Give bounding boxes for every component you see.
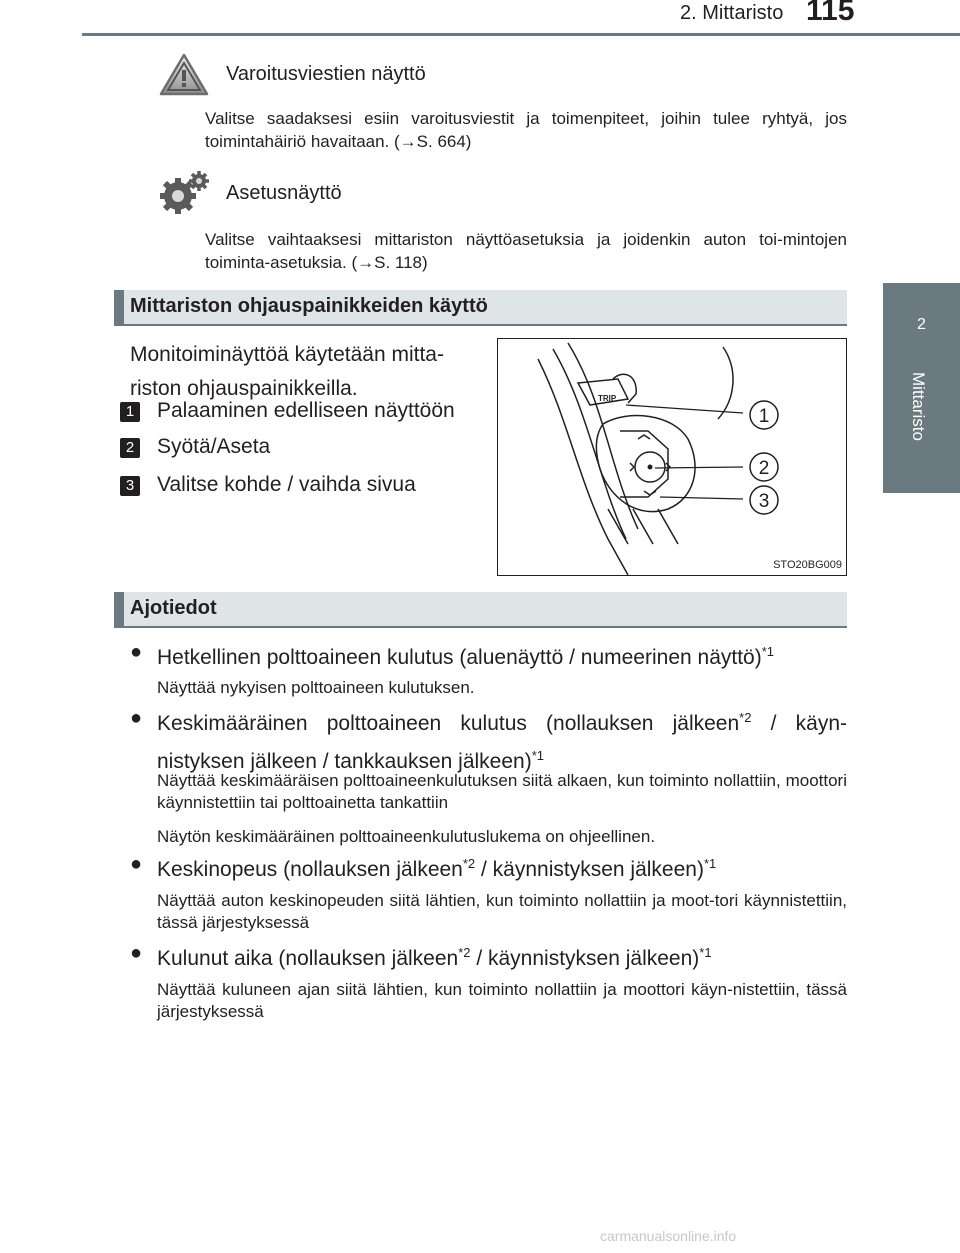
side-tab-label: Mittaristo	[909, 372, 928, 441]
gears-icon	[158, 170, 210, 216]
page-number: 115	[806, 0, 855, 27]
section-header-drive-info	[114, 592, 847, 628]
settings-display-text: Valitse vaihtaaksesi mittariston näyttöasetuksia ja joidenkin auton toi-mintojen toiminta-asetuksia. (→S. 118)	[205, 230, 847, 272]
trip-label: TRIP	[598, 394, 617, 403]
settings-display-heading: Asetusnäyttö	[226, 182, 342, 204]
header-rule	[82, 33, 960, 36]
drive-info-item-text: Näyttää nykyisen polttoaineen kulutuksen.	[157, 678, 475, 697]
number-badge: 1	[120, 402, 140, 422]
drive-info-item-text: Näyttää kuluneen ajan siitä lähtien, kun toiminto nollattiin ja moottori käyn-nistettiin, tässä järjestyksessä	[157, 980, 847, 1021]
bullet-icon: ●	[130, 641, 143, 663]
section-title: Ajotiedot	[130, 597, 217, 619]
drive-info-item-title: Kulunut aika (nollauksen jälkeen$^{*2}$ / käynnistyksen jälkeen)$^{*1}$	[157, 945, 712, 970]
chapter-title: 2. Mittaristo	[680, 2, 784, 24]
drive-info-item-title: Keskinopeus (nollauksen jälkeen$^{*2}$ / käynnistyksen jälkeen)$^{*1}$	[157, 856, 717, 881]
steering-switch-figure	[497, 338, 847, 576]
control-item-label: Valitse kohde / vaihda sivua	[157, 473, 416, 496]
warning-triangle-icon	[158, 52, 210, 98]
drive-info-item-text: Näyttää keskimääräisen polttoaineenkulutuksen siitä alkaen, kun toiminto nollattiin, moottori käynnistettiin tai polttoainetta tankattiin	[157, 771, 847, 812]
section-title: Mittariston ohjauspainikkeiden käyttö	[130, 295, 488, 317]
watermark: carmanualsonline.info	[600, 1228, 737, 1244]
steering-switch-illustration	[498, 339, 846, 575]
callout-label: 3	[758, 491, 770, 512]
number-badge: 3	[120, 476, 140, 496]
callout-label: 2	[758, 458, 770, 479]
bullet-icon: ●	[130, 853, 143, 875]
drive-info-item-note: Näytön keskimääräinen polttoaineenkulutuslukema on ohjeellinen.	[157, 827, 656, 846]
drive-info-item-text: Näyttää auton keskinopeuden siitä lähtien, kun toiminto nollattiin ja moot-tori käynnistettiin, tässä järjestyksessä	[157, 891, 847, 932]
drive-info-item-title: Hetkellinen polttoaineen kulutus (aluenäyttö / numeerinen näyttö)$^{*1}$	[157, 644, 775, 669]
figure-code: STO20BG009	[773, 559, 842, 571]
bullet-icon: ●	[130, 942, 143, 964]
callout-label: 1	[758, 406, 770, 427]
controls-intro: Monitoiminäyttöä käytetään mitta-riston ohjauspainikkeilla.	[130, 343, 444, 400]
section-header-controls	[114, 290, 847, 326]
warning-display-text: Valitse saadaksesi esiin varoitusviestit ja toimenpiteet, joihin tulee ryhtyä, jos toimintahäiriö havaitaan. (→S. 664)	[205, 109, 847, 151]
number-badge: 2	[120, 438, 140, 458]
bullet-icon: ●	[130, 707, 143, 729]
control-item-label: Palaaminen edelliseen näyttöön	[157, 399, 455, 422]
warning-display-heading: Varoitusviestien näyttö	[226, 63, 426, 85]
side-tab-number: 2	[917, 316, 926, 333]
control-item-label: Syötä/Aseta	[157, 435, 271, 458]
drive-info-item-title: Keskimääräinen polttoaineen kulutus (nollauksen jälkeen$^{*2}$ / käyn-nistyksen jälkeen / tankkauksen jälkeen)$^{*1}$	[157, 710, 847, 773]
